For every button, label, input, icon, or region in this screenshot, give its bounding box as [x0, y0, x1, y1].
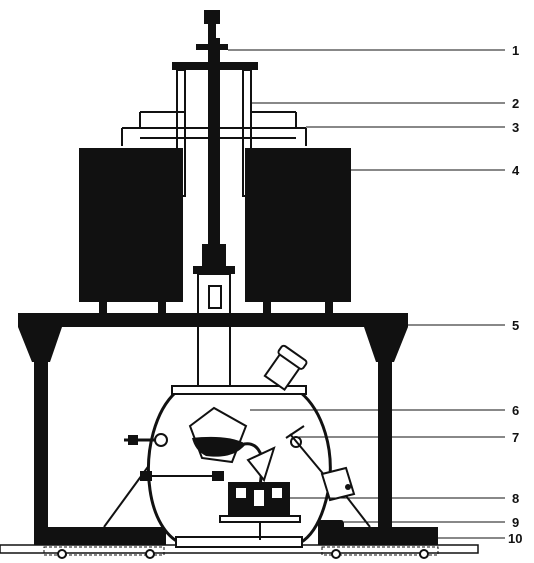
side-port-upper: [128, 435, 138, 445]
chamber-base-plate: [176, 537, 302, 547]
viewport: [262, 345, 307, 392]
block-left-foot-1: [99, 302, 107, 314]
wheel-1: [58, 550, 66, 558]
callout-6: 6: [512, 403, 520, 418]
block-right-foot-1: [263, 302, 271, 314]
callout-3: 3: [512, 120, 520, 135]
thermocouple-pivot: [345, 484, 351, 490]
block-right-foot-2: [325, 302, 333, 314]
left-leg: [34, 355, 48, 545]
mould-base-plate: [220, 516, 300, 522]
side-port-lower: [140, 471, 152, 481]
base-left: [34, 527, 166, 545]
side-knob-upper: [155, 434, 167, 446]
callout-7: 7: [512, 430, 520, 445]
wheel-2: [146, 550, 154, 558]
mould-gate: [254, 490, 264, 506]
mould-cavity-left: [236, 488, 246, 498]
item-9-block: [318, 520, 344, 530]
shaft-collar: [202, 244, 226, 268]
side-rod-end: [212, 471, 224, 481]
wheel-4: [420, 550, 428, 558]
shaft-collar-plate: [193, 266, 235, 274]
shaft-top-neck: [208, 24, 216, 38]
table-top: [18, 313, 408, 327]
callout-4: 4: [512, 163, 520, 178]
shaft-top-knob: [204, 10, 220, 24]
main-shaft: [208, 38, 220, 248]
callout-labels: [508, 43, 522, 546]
callout-10: 10: [508, 531, 523, 546]
mould-cavity-right: [272, 488, 282, 498]
callout-5: 5: [512, 318, 520, 333]
bellows-inner: [209, 286, 221, 308]
wheel-3: [332, 550, 340, 558]
block-right: [245, 148, 351, 302]
right-leg: [378, 355, 392, 545]
block-left-foot-2: [158, 302, 166, 314]
callout-1: 1: [512, 43, 520, 58]
block-left: [79, 148, 183, 302]
callout-8: 8: [512, 491, 520, 506]
callout-2: 2: [512, 96, 520, 111]
callout-9: 9: [512, 515, 520, 530]
